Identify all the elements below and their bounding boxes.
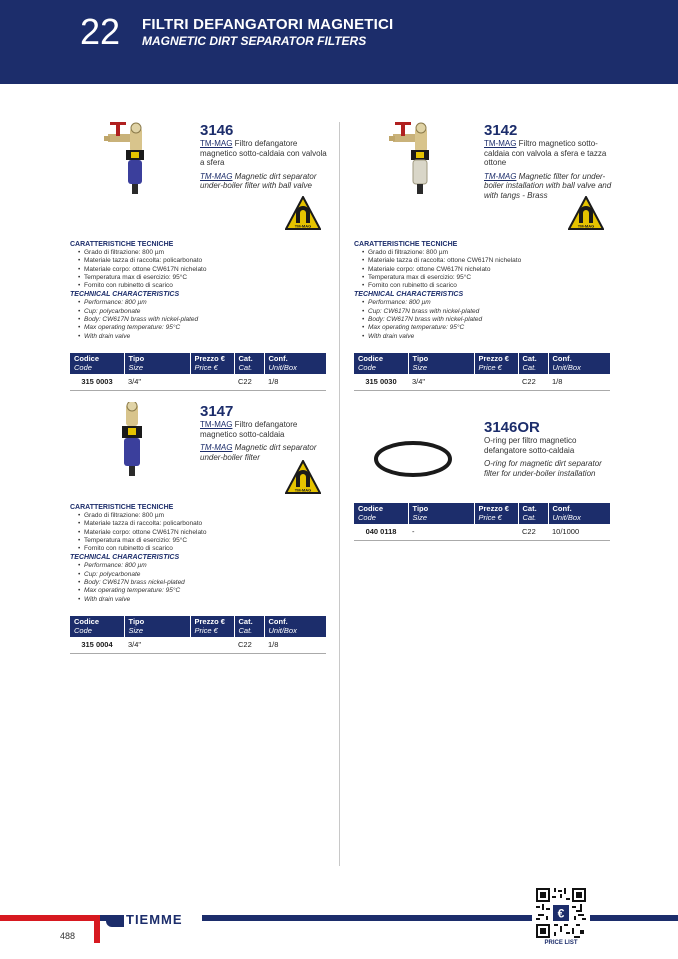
spec-item: • Temperatura max di esercizio: 95°C	[70, 537, 335, 545]
product-code: 3142	[484, 122, 518, 139]
cell-price	[474, 524, 518, 540]
spec-item: • Temperatura max di esercizio: 95°C	[354, 274, 619, 282]
col-tipo: Tipo Size	[408, 503, 474, 524]
specs-heading-en: TECHNICAL CHARACTERISTICS	[354, 291, 464, 299]
specs-list-it	[70, 512, 335, 553]
spec-item: • Max operating temperature: 95°C	[70, 587, 335, 595]
cell-cat: C22	[518, 374, 548, 390]
specs-list-en	[70, 299, 335, 340]
specs-heading-en: TECHNICAL CHARACTERISTICS	[70, 554, 180, 562]
spec-item: • Grado di filtrazione: 800 µm	[354, 249, 619, 257]
table-row	[354, 524, 610, 540]
col-tipo: Tipo Size	[408, 353, 474, 374]
cell-code: 315 0030	[354, 374, 408, 390]
cell-code: 315 0003	[70, 374, 124, 390]
spec-item: • Body: CW617N brass nickel-plated	[70, 579, 335, 587]
spec-item: • Fornito con rubinetto di scarico	[70, 282, 335, 290]
spec-item: • Body: CW617N brass with nickel-plated	[70, 316, 335, 324]
footer-navy-stripe	[202, 915, 532, 921]
table-header-row	[354, 503, 610, 524]
table-row	[70, 374, 326, 390]
qr-label: PRICE LIST	[544, 940, 578, 946]
product-desc-it: O-ring per filtro magnetico defangatore sotto-caldaia	[484, 436, 577, 455]
spec-item: • Materiale corpo: ottone CW617N nichelato	[70, 266, 335, 274]
product-3142	[484, 123, 614, 200]
specs-heading-en: TECHNICAL CHARACTERISTICS	[70, 291, 180, 299]
specs-list-it	[354, 249, 619, 290]
spec-item: • Cup: polycarbonate	[70, 308, 335, 316]
cell-size: 3/4"	[408, 374, 474, 390]
price-table-3147	[70, 616, 326, 654]
specs-list-en	[70, 562, 335, 603]
product-desc-en: TM-MAG Magnetic dirt separator under-boiler filter	[200, 443, 317, 462]
col-tipo: Tipo Size	[124, 353, 190, 374]
col-conf: Conf. Unit/Box	[264, 353, 326, 374]
spec-item: • Max operating temperature: 95°C	[70, 324, 335, 332]
specs-3146	[70, 240, 335, 341]
page-title-en: MAGNETIC DIRT SEPARATOR FILTERS	[142, 34, 367, 48]
cell-size: 3/4"	[124, 637, 190, 653]
cell-size: 3/4"	[124, 374, 190, 390]
magnet-warning-icon	[568, 196, 604, 230]
product-desc-en: TM-MAG Magnetic dirt separator under-boiler filter with ball valve	[200, 171, 317, 190]
spec-item: • Cup: CW617N brass with nickel-plated	[354, 308, 619, 316]
spec-item: • Materiale tazza di raccolta: policarbonato	[70, 257, 335, 265]
table-header-row	[354, 353, 610, 374]
specs-3147	[70, 503, 335, 604]
cell-conf: 1/8	[548, 374, 610, 390]
col-cat: Cat. Cat.	[234, 353, 264, 374]
brand-name: TM-MAG	[484, 171, 517, 181]
svg-text:TM-MAG: TM-MAG	[294, 487, 312, 493]
brand-name: TM-MAG	[200, 420, 233, 429]
magnet-warning-icon	[285, 196, 321, 230]
spec-item: • With drain valve	[70, 333, 335, 341]
col-cat: Cat. Cat.	[518, 353, 548, 374]
footer-navy-stripe-right	[590, 915, 678, 921]
product-image-3142	[385, 120, 445, 200]
price-table-3146OR	[354, 503, 610, 541]
page-title-it: FILTRI DEFANGATORI MAGNETICI	[142, 16, 394, 33]
col-prezzo: Prezzo € Price €	[190, 353, 234, 374]
product-desc-it: TM-MAG Filtro magnetico sotto-caldaia con valvola a sfera e tazza ottone	[484, 139, 607, 167]
product-3146OR	[484, 420, 614, 478]
specs-heading-it: CARATTERISTICHE TECNICHE	[70, 504, 174, 511]
spec-item: • With drain valve	[70, 596, 335, 604]
spec-item: • Materiale tazza di raccolta: ottone CW617N nichelato	[354, 257, 619, 265]
spec-item: • Performance: 800 µm	[70, 562, 335, 570]
spec-item: • Body: CW617N brass with nickel-plated	[354, 316, 619, 324]
specs-heading-it: CARATTERISTICHE TECNICHE	[354, 241, 458, 248]
spec-item: • Fornito con rubinetto di scarico	[70, 545, 335, 553]
spec-item: • Materiale tazza di raccolta: policarbonato	[70, 520, 335, 528]
col-cat: Cat. Cat.	[234, 616, 264, 637]
col-cat: Cat. Cat.	[518, 503, 548, 524]
product-desc-it: TM-MAG Filtro defangatore magnetico sotto-caldaia	[200, 420, 298, 439]
product-desc-en: TM-MAG Magnetic filter for under-boiler installation with ball valve and with tangs - Brass	[484, 171, 612, 200]
col-conf: Conf. Unit/Box	[548, 353, 610, 374]
specs-heading-it: CARATTERISTICHE TECNICHE	[70, 241, 174, 248]
chapter-number: 22	[80, 11, 121, 52]
specs-list-it	[70, 249, 335, 290]
product-code: 3146OR	[484, 419, 540, 436]
product-3147	[200, 404, 330, 462]
magnet-warning-icon	[285, 460, 321, 494]
spec-item: • Grado di filtrazione: 800 µm	[70, 512, 335, 520]
cell-code: 315 0004	[70, 637, 124, 653]
col-prezzo: Prezzo € Price €	[190, 616, 234, 637]
oring-image	[372, 438, 454, 480]
brand-name: TM-MAG	[484, 139, 517, 148]
cell-price	[474, 374, 518, 390]
spec-item: • Materiale corpo: ottone CW617N nichelato	[70, 529, 335, 537]
col-tipo: Tipo Size	[124, 616, 190, 637]
spec-item: • Materiale corpo: ottone CW617N nichelato	[354, 266, 619, 274]
col-prezzo: Prezzo € Price €	[474, 503, 518, 524]
spec-item: • Performance: 800 µm	[70, 299, 335, 307]
spec-item: • Max operating temperature: 95°C	[354, 324, 619, 332]
product-image-3147	[110, 402, 155, 482]
spec-item: • Temperatura max di esercizio: 95°C	[70, 274, 335, 282]
specs-3142	[354, 240, 619, 341]
table-header-row	[70, 353, 326, 374]
table-row	[70, 637, 326, 653]
specs-list-en	[354, 299, 619, 340]
cell-conf: 1/8	[264, 637, 326, 653]
footer-red-stripe	[0, 915, 100, 921]
header-banner	[0, 0, 678, 84]
cell-cat: C22	[234, 374, 264, 390]
brand-name: TM-MAG	[200, 171, 233, 181]
cell-code: 040 0118	[354, 524, 408, 540]
col-prezzo: Prezzo € Price €	[474, 353, 518, 374]
product-desc-it: TM-MAG Filtro defangatore magnetico sotto-caldaia con valvola a sfera	[200, 139, 327, 167]
product-code: 3146	[200, 122, 234, 139]
cell-price	[190, 637, 234, 653]
product-desc-en: O-ring for magnetic dirt separator filter for under-boiler installation	[484, 459, 602, 478]
cell-conf: 1/8	[264, 374, 326, 390]
col-conf: Conf. Unit/Box	[548, 503, 610, 524]
col-codice: Codice Code	[354, 353, 408, 374]
page-number: 488	[60, 931, 76, 941]
cell-size: -	[408, 524, 474, 540]
cell-cat: C22	[234, 637, 264, 653]
cell-cat: C22	[518, 524, 548, 540]
footer-navy-curve	[106, 921, 124, 927]
col-codice: Codice Code	[70, 616, 124, 637]
cell-conf: 10/1000	[548, 524, 610, 540]
table-header-row	[70, 616, 326, 637]
spec-item: • Fornito con rubinetto di scarico	[354, 282, 619, 290]
col-codice: Codice Code	[70, 353, 124, 374]
spec-item: • Cup: polycarbonate	[70, 571, 335, 579]
spec-item: • With drain valve	[354, 333, 619, 341]
price-table-3142	[354, 353, 610, 391]
brand-name: TM-MAG	[200, 443, 233, 452]
column-divider	[339, 122, 340, 866]
spec-item: • Performance: 800 µm	[354, 299, 619, 307]
product-image-3146	[100, 120, 160, 200]
svg-text:€: €	[557, 906, 565, 921]
col-codice: Codice Code	[354, 503, 408, 524]
brand-logo: TIEMME	[126, 912, 183, 927]
cell-price	[190, 374, 234, 390]
col-conf: Conf. Unit/Box	[264, 616, 326, 637]
brand-name: TM-MAG	[200, 139, 233, 148]
svg-text:TM-MAG: TM-MAG	[294, 223, 312, 229]
svg-text:TM-MAG: TM-MAG	[577, 223, 595, 229]
product-3146	[200, 123, 330, 191]
qr-code-icon[interactable]	[536, 888, 586, 938]
product-code: 3147	[200, 403, 234, 420]
price-table-3146	[70, 353, 326, 391]
table-row	[354, 374, 610, 390]
spec-item: • Grado di filtrazione: 800 µm	[70, 249, 335, 257]
